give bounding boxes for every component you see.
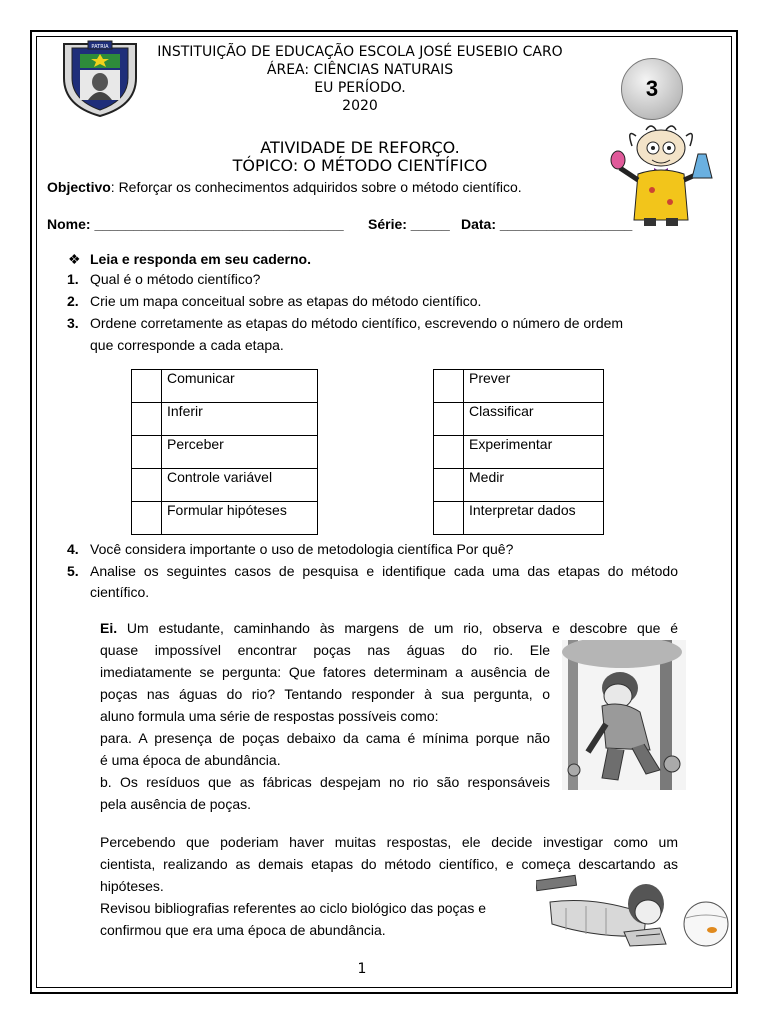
step-label: Classificar bbox=[464, 403, 604, 436]
case-label: Ei. bbox=[100, 620, 118, 636]
instruction-heading: Leia e responda em seu caderno. bbox=[90, 251, 311, 267]
question-number: 4. bbox=[67, 541, 79, 557]
area-name: ÁREA: CIÊNCIAS NATURAIS bbox=[266, 62, 454, 78]
step-label: Prever bbox=[464, 370, 604, 403]
step-label: Perceber bbox=[162, 436, 318, 469]
question-5-line-1: Analise os seguintes casos de pesquisa e identifique cada uma das etapas do método bbox=[90, 563, 678, 579]
paragraph-2-line-1: Percebendo que poderiam haver muitas respostas, ele decide investigar como um bbox=[100, 834, 678, 850]
question-4: Você considera importante o uso de metodologia científica Por quê? bbox=[90, 541, 514, 557]
question-number: 3. bbox=[67, 315, 79, 331]
crest-text: PATRIA bbox=[91, 44, 109, 50]
institution-name: INSTITUIÇÃO DE EDUCAÇÃO ESCOLA JOSÉ EUSEBIO CARO bbox=[157, 44, 563, 60]
step-label: Medir bbox=[464, 469, 604, 502]
order-number-box[interactable] bbox=[434, 370, 464, 403]
case-line-3: imediatamente se pergunta: Que fatores determinam a ausência de bbox=[100, 664, 550, 680]
year-label: 2020 bbox=[342, 98, 378, 114]
step-label: Interpretar dados bbox=[464, 502, 604, 535]
order-number-box[interactable] bbox=[434, 502, 464, 535]
step-row bbox=[132, 403, 318, 436]
scientist-illustration-icon bbox=[606, 124, 716, 228]
step-row bbox=[132, 502, 318, 535]
objective-text: : Reforçar os conhecimentos adquiridos sobre o método científico. bbox=[110, 179, 522, 195]
question-2: Crie um mapa conceitual sobre as etapas do método científico. bbox=[90, 293, 482, 309]
paragraph-2-line-2: cientista, realizando as demais etapas do método científico, e começa descartando as bbox=[100, 856, 678, 872]
topic-title: TÓPICO: O MÉTODO CIENTÍFICO bbox=[232, 156, 488, 175]
step-row bbox=[132, 436, 318, 469]
question-3-line-1: Ordene corretamente as etapas do método científico, escrevendo o número de ordem bbox=[90, 315, 624, 331]
case-line-7: é uma época de abundância. bbox=[100, 752, 281, 768]
order-number-box[interactable] bbox=[132, 469, 162, 502]
step-row bbox=[434, 370, 604, 403]
step-row bbox=[434, 502, 604, 535]
step-label: Experimentar bbox=[464, 436, 604, 469]
case-line-8: b. Os resíduos que as fábricas despejam no rio são responsáveis bbox=[100, 774, 550, 790]
boy-reading-illustration-icon bbox=[536, 874, 732, 950]
question-3-line-2: que corresponde a cada etapa. bbox=[90, 337, 284, 353]
step-label: Comunicar bbox=[162, 370, 318, 403]
step-row bbox=[434, 469, 604, 502]
step-label: Formular hipóteses bbox=[162, 502, 318, 535]
paragraph-2-line-5: confirmou que era uma época de abundância. bbox=[100, 922, 386, 938]
order-number-box[interactable] bbox=[132, 403, 162, 436]
case-line-4: poças nas águas do rio? Tentando responder à sua pergunta, o bbox=[100, 686, 550, 702]
bullet-icon: ❖ bbox=[68, 251, 81, 267]
order-number-box[interactable] bbox=[132, 436, 162, 469]
question-number: 2. bbox=[67, 293, 79, 309]
case-line-1 bbox=[100, 617, 678, 639]
case-line-2: quase impossível encontrar poças nas águas do rio. Ele bbox=[100, 642, 550, 658]
step-row bbox=[132, 469, 318, 502]
order-number-box[interactable] bbox=[434, 436, 464, 469]
activity-number-badge: 3 bbox=[621, 58, 683, 120]
page-number: 1 bbox=[357, 961, 367, 977]
step-row bbox=[132, 370, 318, 403]
order-number-box[interactable] bbox=[434, 469, 464, 502]
question-number: 5. bbox=[67, 563, 79, 579]
step-label: Inferir bbox=[162, 403, 318, 436]
step-row bbox=[434, 436, 604, 469]
case-line-9: pela ausência de poças. bbox=[100, 796, 251, 812]
step-row bbox=[434, 403, 604, 436]
step-label: Controle variável bbox=[162, 469, 318, 502]
paragraph-2-line-3: hipóteses. bbox=[100, 878, 164, 894]
order-number-box[interactable] bbox=[434, 403, 464, 436]
case-line-1-text: Um estudante, caminhando às margens de um rio, observa e descobre que é bbox=[117, 620, 678, 636]
question-number: 1. bbox=[67, 271, 79, 287]
question-1: Qual é o método científico? bbox=[90, 271, 261, 287]
case-line-6: para. A presença de poças debaixo da cama é mínima porque não bbox=[100, 730, 550, 746]
objective-line bbox=[47, 177, 522, 197]
objective-label: Objectivo bbox=[47, 179, 111, 195]
grade-field[interactable]: Série: _____ bbox=[368, 216, 450, 232]
order-number-box[interactable] bbox=[132, 370, 162, 403]
date-field[interactable]: Data: _________________ bbox=[461, 216, 633, 232]
activity-title: ATIVIDADE DE REFORÇO. bbox=[260, 138, 460, 157]
question-5-line-2: científico. bbox=[90, 584, 150, 600]
order-number-box[interactable] bbox=[132, 502, 162, 535]
period-label: EU PERÍODO. bbox=[314, 80, 406, 96]
steps-table-left bbox=[131, 369, 318, 535]
steps-table-right bbox=[433, 369, 604, 535]
name-field[interactable]: Nome: ________________________________ bbox=[47, 216, 344, 232]
case-line-5: aluno formula uma série de respostas possíveis como: bbox=[100, 708, 439, 724]
paragraph-2-line-4: Revisou bibliografias referentes ao ciclo biológico das poças e bbox=[100, 900, 486, 916]
boy-forest-illustration-icon bbox=[562, 640, 686, 790]
